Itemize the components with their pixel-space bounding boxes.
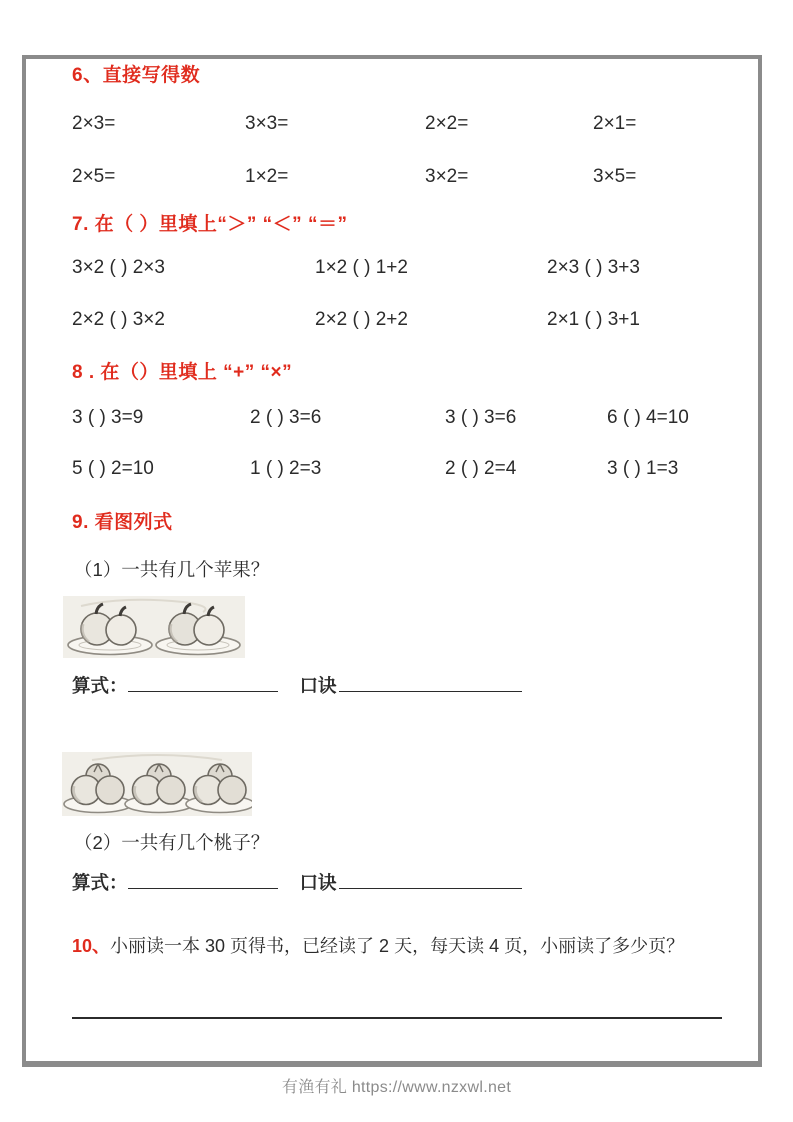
formula-line-2	[72, 869, 522, 895]
math-problem: 3×2 ( ) 2×3	[72, 257, 165, 278]
section9-question1: （1）一共有几个苹果？	[74, 559, 270, 580]
section7-row2	[72, 309, 753, 331]
formula-label: 算式：	[72, 675, 128, 696]
section7-title: 7. 在（ ）里填上“＞” “＜” “＝”	[72, 214, 348, 235]
math-problem: 3×2=	[425, 166, 469, 187]
math-problem: 3 ( ) 1=3	[607, 458, 679, 479]
section6-row1	[72, 113, 753, 135]
section10-problem	[72, 932, 684, 958]
math-problem: 6 ( ) 4=10	[607, 407, 689, 428]
section9-question2: （2）一共有几个桃子？	[74, 832, 270, 853]
math-problem: 2×3 ( ) 3+3	[547, 257, 640, 278]
koujue-label: 口诀	[299, 872, 337, 893]
peaches-image	[62, 752, 252, 816]
math-problem: 2 ( ) 3=6	[250, 407, 322, 428]
formula-blank	[128, 885, 278, 889]
math-problem: 3×3=	[245, 113, 289, 134]
footer-watermark: 有渔有礼 https://www.nzxwl.net	[281, 1079, 512, 1096]
section6-title: 6、直接写得数	[72, 65, 201, 86]
math-problem: 3×5=	[593, 166, 637, 187]
koujue-label: 口诀	[299, 675, 337, 696]
formula-line-1	[72, 672, 522, 698]
apples-image	[63, 596, 245, 658]
math-problem: 2×2 ( ) 2+2	[315, 309, 408, 330]
formula-label: 算式：	[72, 872, 128, 893]
math-problem: 2×2 ( ) 3×2	[72, 309, 165, 330]
math-problem: 3 ( ) 3=6	[445, 407, 517, 428]
math-problem: 3 ( ) 3=9	[72, 407, 144, 428]
section8-row2	[72, 458, 753, 480]
formula-blank	[128, 688, 278, 692]
section8-row1	[72, 407, 753, 429]
math-problem: 2×1=	[593, 113, 637, 134]
math-problem: 2×3=	[72, 113, 116, 134]
koujue-blank	[339, 885, 522, 889]
math-problem: 1×2=	[245, 166, 289, 187]
answer-line	[72, 1017, 722, 1019]
section10-number: 10、	[72, 936, 111, 956]
math-problem: 2×5=	[72, 166, 116, 187]
section9-title: 9. 看图列式	[72, 512, 173, 533]
math-problem: 2×2=	[425, 113, 469, 134]
section7-row1	[72, 257, 753, 279]
section10-text: 小丽读一本 30 页得书，已经读了 2 天，每天读 4 页，小丽读了多少页？	[110, 936, 685, 956]
math-problem: 2×1 ( ) 3+1	[547, 309, 640, 330]
koujue-blank	[339, 688, 522, 692]
section8-title: 8 . 在（）里填上 “+” “×”	[72, 362, 293, 383]
math-problem: 1 ( ) 2=3	[250, 458, 322, 479]
math-problem: 1×2 ( ) 1+2	[315, 257, 408, 278]
math-problem: 2 ( ) 2=4	[445, 458, 517, 479]
section6-row2	[72, 166, 753, 188]
math-problem: 5 ( ) 2=10	[72, 458, 154, 479]
